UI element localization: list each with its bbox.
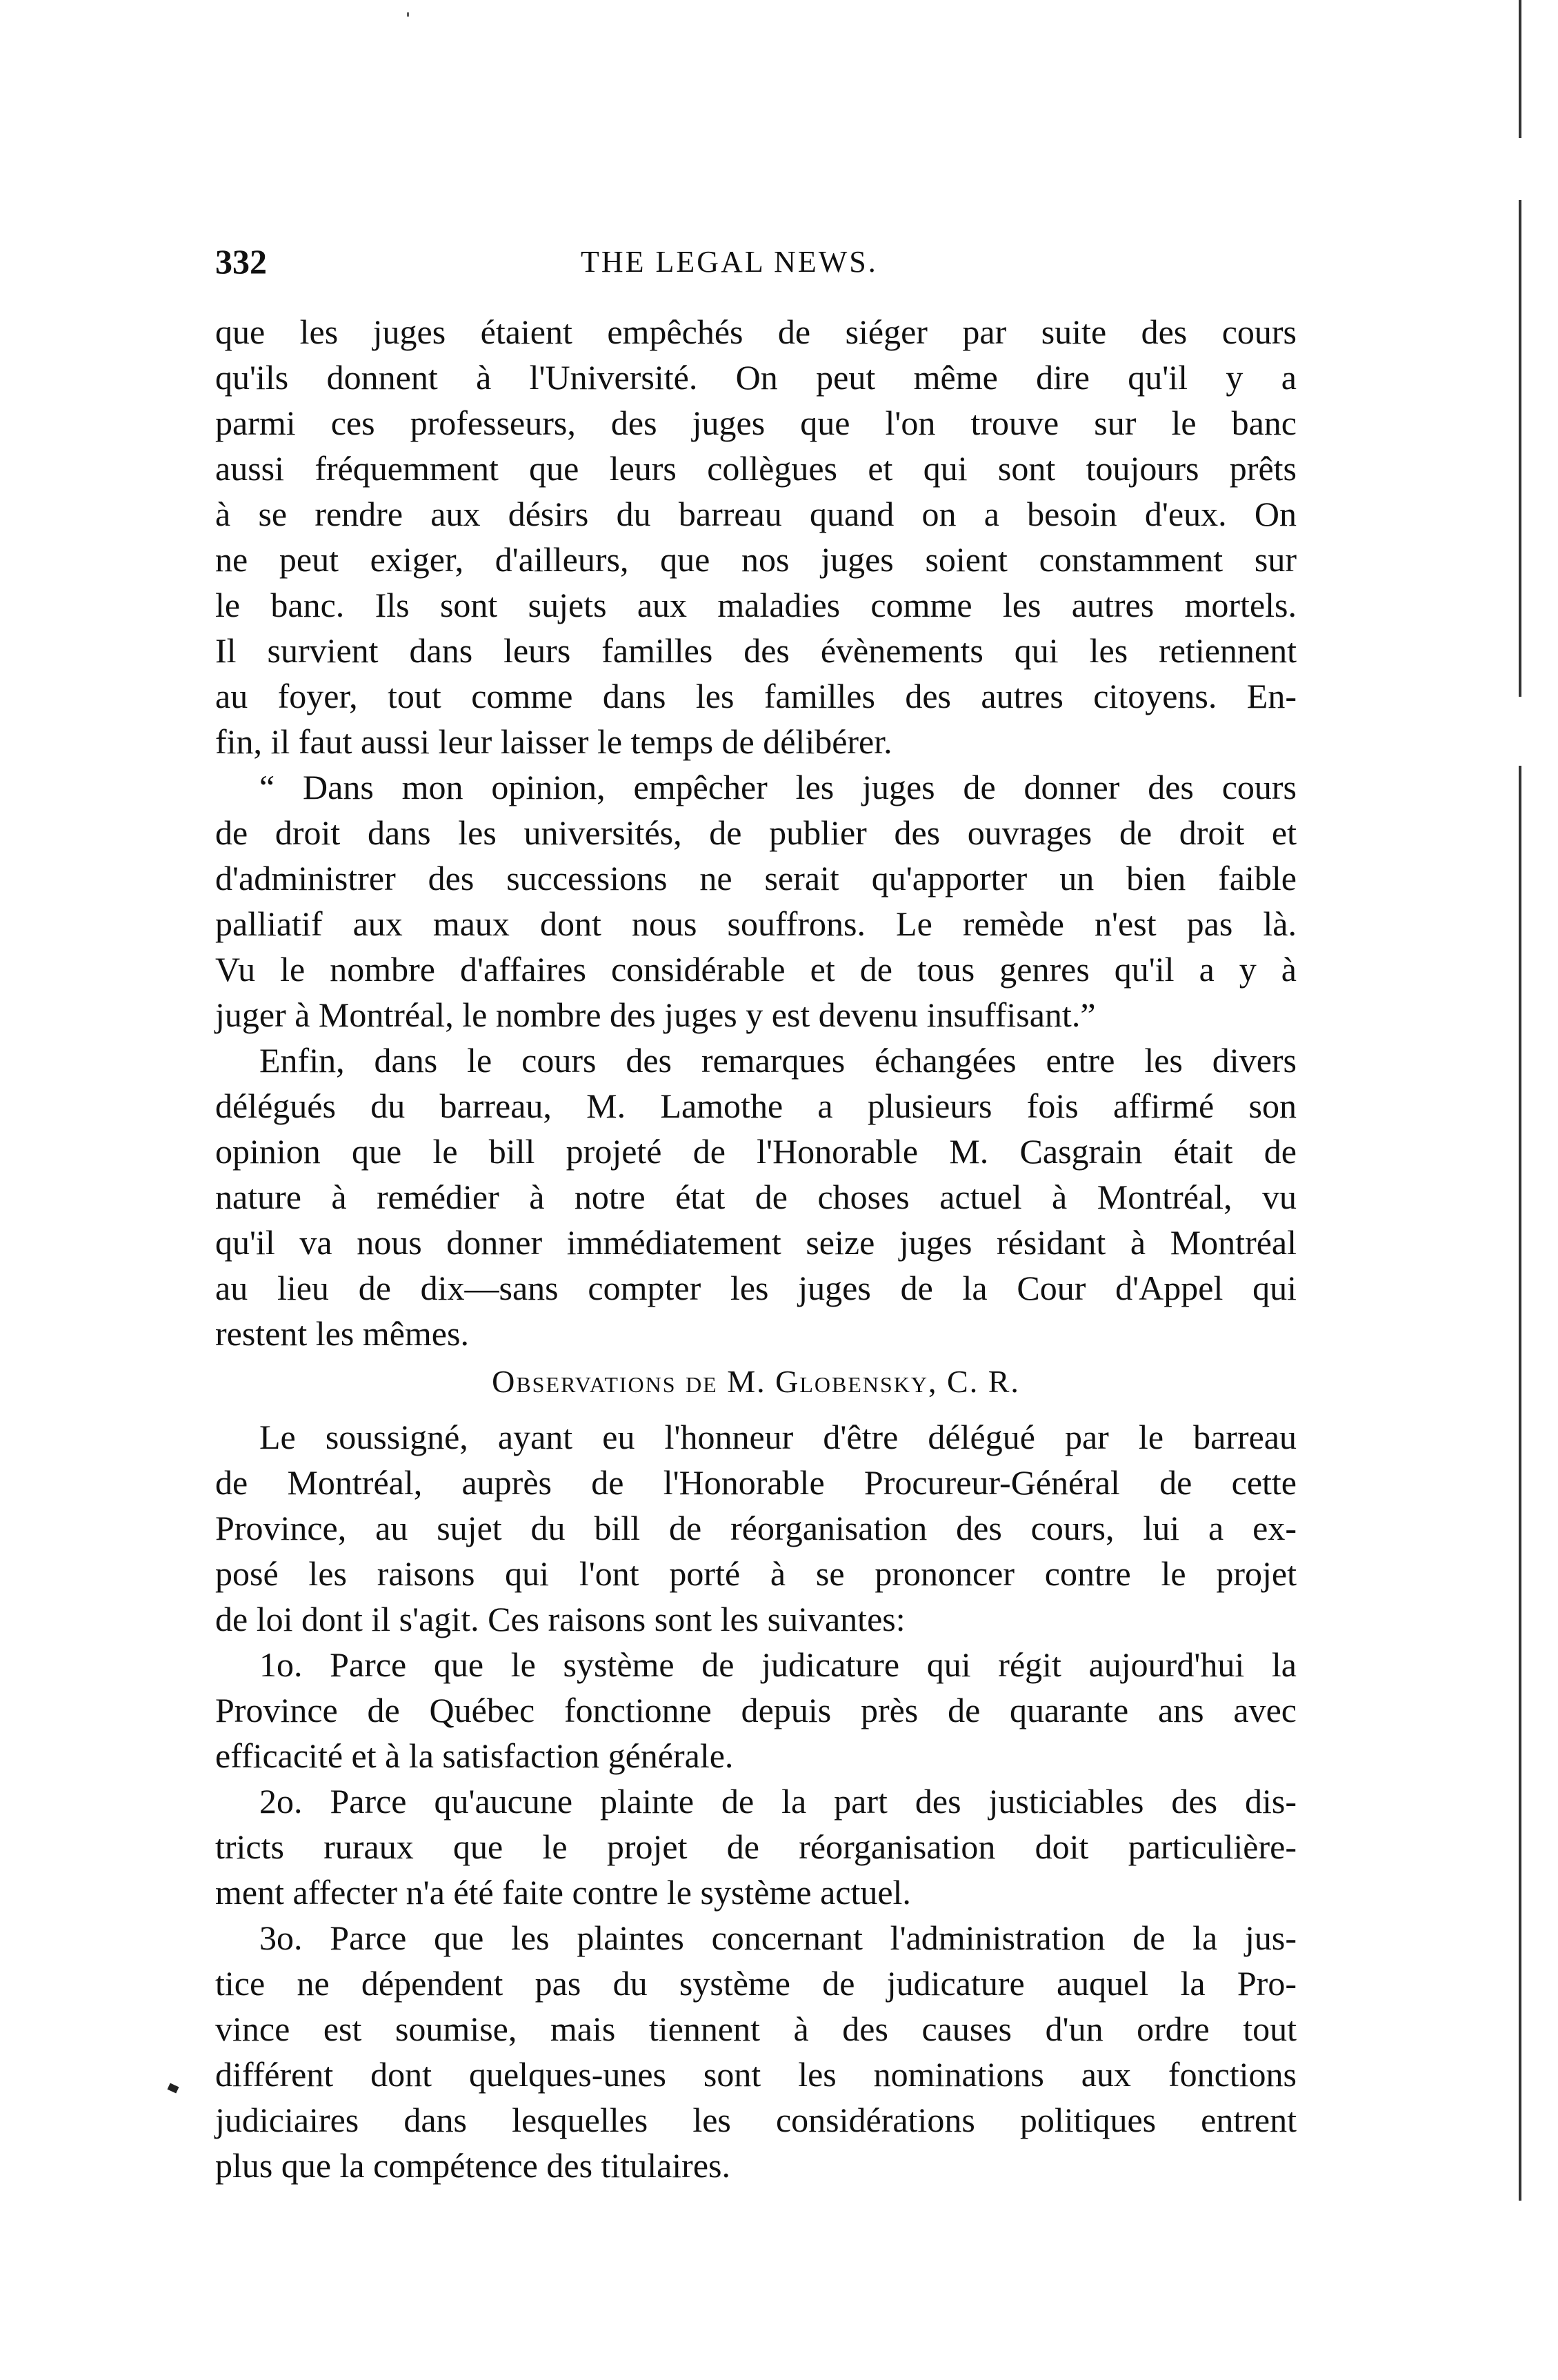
paragraph: [215, 764, 1297, 1038]
text-line: ment affecter n'a été faite contre le système actuel.: [215, 1873, 911, 1912]
text-line: que les juges étaient empêchés de siéger par suite des cours: [215, 313, 1297, 351]
text-line: juger à Montréal, le nombre des juges y est devenu insuffisant.”: [215, 995, 1096, 1034]
page-edge-line: [1519, 0, 1521, 138]
text-line: fin, il faut aussi leur laisser le temps de délibérer.: [215, 722, 892, 761]
text-line: nature à remédier à notre état de choses actuel à Montréal, vu: [215, 1178, 1297, 1216]
article-body: [215, 309, 1297, 2188]
text-line: parmi ces professeurs, des juges que l'on trouve sur le banc: [215, 404, 1297, 442]
text-line: ne peut exiger, d'ailleurs, que nos juges soient constamment sur: [215, 540, 1297, 579]
text-line: Province de Québec fonctionne depuis près de quarante ans avec: [215, 1691, 1297, 1729]
text-line: plus que la compétence des titulaires.: [215, 2146, 730, 2185]
text-line: restent les mêmes.: [215, 1314, 469, 1353]
running-title: THE LEGAL NEWS.: [581, 245, 878, 279]
text-line: différent dont quelques-unes sont les nominations aux fonctions: [215, 2055, 1297, 2094]
text-line: Vu le nombre d'affaires considérable et de tous genres qu'il a y à: [215, 950, 1297, 989]
text-line: d'administrer des successions ne serait qu'apporter un bien faible: [215, 859, 1297, 898]
text-line: Province, au sujet du bill de réorganisation des cours, lui a ex-: [215, 1509, 1297, 1547]
text-line: “ Dans mon opinion, empêcher les juges de donner des cours: [259, 768, 1297, 806]
text-line: 1o. Parce que le système de judicature qui régit aujourd'hui la: [259, 1645, 1297, 1684]
text-line: posé les raisons qui l'ont porté à se prononcer contre le projet: [215, 1554, 1297, 1593]
text-line: 3o. Parce que les plaintes concernant l'administration de la jus-: [259, 1918, 1297, 1957]
text-line: judiciaires dans lesquelles les considérations politiques entrent: [215, 2101, 1297, 2139]
text-line: à se rendre aux désirs du barreau quand on a besoin d'eux. On: [215, 495, 1297, 533]
text-line: au foyer, tout comme dans les familles des autres citoyens. En-: [215, 677, 1297, 715]
text-line: efficacité et à la satisfaction générale.: [215, 1736, 734, 1775]
text-line: le banc. Ils sont sujets aux maladies comme les autres mortels.: [215, 586, 1297, 624]
text-line: tricts ruraux que le projet de réorganisation doit particulière-: [215, 1827, 1297, 1866]
text-line: de Montréal, auprès de l'Honorable Procureur-Général de cette: [215, 1463, 1297, 1502]
page-number: 332: [215, 242, 267, 281]
text-line: qu'il va nous donner immédiatement seize juges résidant à Montréal: [215, 1223, 1297, 1262]
paragraph: [215, 1642, 1297, 1778]
section-heading: Observations de M. Globensky, C. R.: [492, 1364, 1020, 1399]
paragraph: [215, 1038, 1297, 1356]
paragraph: [215, 1414, 1297, 1642]
paragraph: [215, 1778, 1297, 1915]
text-line: palliatif aux maux dont nous souffrons. Le remède n'est pas là.: [215, 904, 1297, 943]
text-line: Le soussigné, ayant eu l'honneur d'être délégué par le barreau: [259, 1418, 1297, 1456]
spacer: [215, 1407, 1297, 1414]
text-line: au lieu de dix—sans compter les juges de la Cour d'Appel qui: [215, 1269, 1297, 1307]
text-line: 2o. Parce qu'aucune plainte de la part des justiciables des dis-: [259, 1782, 1297, 1821]
text-line: opinion que le bill projeté de l'Honorable M. Casgrain était de: [215, 1132, 1297, 1171]
text-line: qu'ils donnent à l'Université. On peut même dire qu'il y a: [215, 358, 1297, 397]
text-line: de loi dont il s'agit. Ces raisons sont les suivantes:: [215, 1600, 906, 1638]
text-line: de droit dans les universités, de publier des ouvrages de droit et: [215, 813, 1297, 852]
text-line: vince est soumise, mais tiennent à des causes d'un ordre tout: [215, 2010, 1297, 2048]
margin-mark: [168, 2083, 179, 2094]
text-line: tice ne dépendent pas du système de judicature auquel la Pro-: [215, 1964, 1297, 2003]
paragraph: [215, 309, 1297, 764]
text-line: Enfin, dans le cours des remarques échangées entre les divers: [259, 1041, 1297, 1080]
text-line: Il survient dans leurs familles des évènements qui les retiennent: [215, 631, 1297, 670]
text-line: aussi fréquemment que leurs collègues et qui sont toujours prêts: [215, 449, 1297, 488]
paragraph: [215, 1915, 1297, 2188]
page-edge-line: [1519, 200, 1521, 697]
text-line: délégués du barreau, M. Lamothe a plusieurs fois affirmé son: [215, 1087, 1297, 1125]
page-edge-line: [1519, 766, 1521, 2201]
scan-speck: [407, 12, 409, 17]
page-header: [215, 241, 1305, 283]
